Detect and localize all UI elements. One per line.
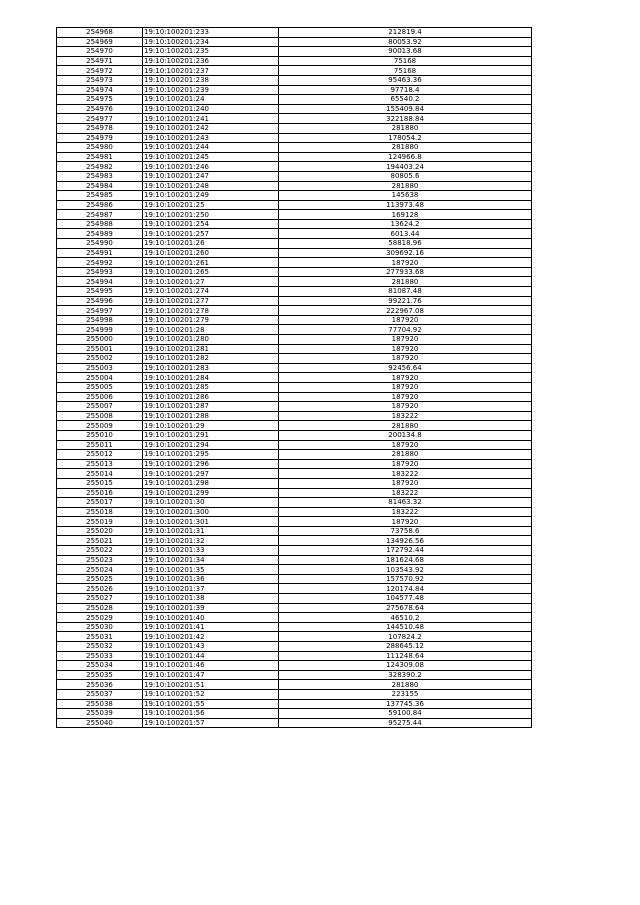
cadastral-number-cell: 19:10:100201:35: [143, 565, 279, 575]
table-row: [57, 594, 532, 604]
table-row: [57, 709, 532, 719]
record-id-cell: 255025: [57, 574, 143, 584]
cadastral-number-cell: 19:10:100201:31: [143, 526, 279, 536]
table-row: [57, 248, 532, 258]
amount-cell: 181624.68: [279, 555, 532, 565]
amount-cell: 103543.92: [279, 565, 532, 575]
record-id-cell: 255013: [57, 459, 143, 469]
table-row: [57, 123, 532, 133]
cadastral-number-cell: 19:10:100201:238: [143, 75, 279, 85]
cadastral-number-cell: 19:10:100201:237: [143, 66, 279, 76]
record-id-cell: 255009: [57, 421, 143, 431]
table-row: [57, 526, 532, 536]
records-table: [56, 27, 532, 728]
amount-cell: 77704.92: [279, 325, 532, 335]
cadastral-number-cell: 19:10:100201:241: [143, 114, 279, 124]
amount-cell: 81463.32: [279, 498, 532, 508]
cadastral-number-cell: 19:10:100201:286: [143, 392, 279, 402]
cadastral-number-cell: 19:10:100201:284: [143, 373, 279, 383]
cadastral-number-cell: 19:10:100201:27: [143, 277, 279, 287]
table-row: [57, 670, 532, 680]
amount-cell: 6013.44: [279, 229, 532, 239]
record-id-cell: 255010: [57, 430, 143, 440]
table-row: [57, 546, 532, 556]
cadastral-number-cell: 19:10:100201:34: [143, 555, 279, 565]
table-row: [57, 47, 532, 57]
amount-cell: 322188.84: [279, 114, 532, 124]
amount-cell: 187920: [279, 354, 532, 364]
amount-cell: 187920: [279, 258, 532, 268]
record-id-cell: 254971: [57, 56, 143, 66]
amount-cell: 222967.08: [279, 306, 532, 316]
table-row: [57, 382, 532, 392]
record-id-cell: 254998: [57, 315, 143, 325]
table-row: [57, 613, 532, 623]
amount-cell: 187920: [279, 344, 532, 354]
table-row: [57, 440, 532, 450]
record-id-cell: 255032: [57, 642, 143, 652]
amount-cell: 144510.48: [279, 622, 532, 632]
amount-cell: 120174.84: [279, 584, 532, 594]
record-id-cell: 255033: [57, 651, 143, 661]
record-id-cell: 254999: [57, 325, 143, 335]
table-row: [57, 66, 532, 76]
cadastral-number-cell: 19:10:100201:298: [143, 478, 279, 488]
record-id-cell: 255011: [57, 440, 143, 450]
amount-cell: 187920: [279, 440, 532, 450]
cadastral-number-cell: 19:10:100201:285: [143, 382, 279, 392]
amount-cell: 95275.44: [279, 718, 532, 728]
record-id-cell: 254990: [57, 239, 143, 249]
table-row: [57, 680, 532, 690]
cadastral-number-cell: 19:10:100201:281: [143, 344, 279, 354]
record-id-cell: 254981: [57, 152, 143, 162]
record-id-cell: 254987: [57, 210, 143, 220]
table-row: [57, 287, 532, 297]
cadastral-number-cell: 19:10:100201:42: [143, 632, 279, 642]
amount-cell: 145638: [279, 191, 532, 201]
record-id-cell: 255019: [57, 517, 143, 527]
cadastral-number-cell: 19:10:100201:260: [143, 248, 279, 258]
cadastral-number-cell: 19:10:100201:248: [143, 181, 279, 191]
record-id-cell: 255036: [57, 680, 143, 690]
amount-cell: 281880: [279, 680, 532, 690]
record-id-cell: 254991: [57, 248, 143, 258]
cadastral-number-cell: 19:10:100201:38: [143, 594, 279, 604]
cadastral-number-cell: 19:10:100201:297: [143, 469, 279, 479]
table-row: [57, 622, 532, 632]
record-id-cell: 254977: [57, 114, 143, 124]
amount-cell: 178054.2: [279, 133, 532, 143]
table-row: [57, 565, 532, 575]
cadastral-number-cell: 19:10:100201:28: [143, 325, 279, 335]
table-row: [57, 28, 532, 38]
cadastral-number-cell: 19:10:100201:265: [143, 267, 279, 277]
table-row: [57, 603, 532, 613]
amount-cell: 187920: [279, 315, 532, 325]
cadastral-number-cell: 19:10:100201:279: [143, 315, 279, 325]
record-id-cell: 255024: [57, 565, 143, 575]
amount-cell: 187920: [279, 402, 532, 412]
table-row: [57, 258, 532, 268]
amount-cell: 281880: [279, 450, 532, 460]
cadastral-number-cell: 19:10:100201:301: [143, 517, 279, 527]
cadastral-number-cell: 19:10:100201:56: [143, 709, 279, 719]
cadastral-number-cell: 19:10:100201:249: [143, 191, 279, 201]
table-row: [57, 200, 532, 210]
amount-cell: 90013.68: [279, 47, 532, 57]
record-id-cell: 254992: [57, 258, 143, 268]
amount-cell: 187920: [279, 392, 532, 402]
cadastral-number-cell: 19:10:100201:235: [143, 47, 279, 57]
record-id-cell: 255037: [57, 689, 143, 699]
amount-cell: 281880: [279, 277, 532, 287]
record-id-cell: 255028: [57, 603, 143, 613]
cadastral-number-cell: 19:10:100201:277: [143, 296, 279, 306]
table-row: [57, 689, 532, 699]
table-row: [57, 517, 532, 527]
table-row: [57, 469, 532, 479]
cadastral-number-cell: 19:10:100201:236: [143, 56, 279, 66]
amount-cell: 13624.2: [279, 219, 532, 229]
table-row: [57, 402, 532, 412]
table-row: [57, 133, 532, 143]
record-id-cell: 255012: [57, 450, 143, 460]
table-row: [57, 229, 532, 239]
record-id-cell: 255003: [57, 363, 143, 373]
table-row: [57, 651, 532, 661]
table-row: [57, 584, 532, 594]
record-id-cell: 254969: [57, 37, 143, 47]
table-row: [57, 421, 532, 431]
cadastral-number-cell: 19:10:100201:25: [143, 200, 279, 210]
table-row: [57, 315, 532, 325]
amount-cell: 187920: [279, 382, 532, 392]
amount-cell: 212819.4: [279, 28, 532, 38]
table-row: [57, 392, 532, 402]
record-id-cell: 254968: [57, 28, 143, 38]
amount-cell: 113973.48: [279, 200, 532, 210]
amount-cell: 124309.08: [279, 661, 532, 671]
record-id-cell: 254986: [57, 200, 143, 210]
table-row: [57, 363, 532, 373]
record-id-cell: 255026: [57, 584, 143, 594]
cadastral-number-cell: 19:10:100201:257: [143, 229, 279, 239]
amount-cell: 172792.44: [279, 546, 532, 556]
record-id-cell: 255015: [57, 478, 143, 488]
amount-cell: 111248.64: [279, 651, 532, 661]
record-id-cell: 255038: [57, 699, 143, 709]
record-id-cell: 254989: [57, 229, 143, 239]
record-id-cell: 255035: [57, 670, 143, 680]
cadastral-number-cell: 19:10:100201:32: [143, 536, 279, 546]
table-row: [57, 181, 532, 191]
record-id-cell: 254975: [57, 95, 143, 105]
cadastral-number-cell: 19:10:100201:51: [143, 680, 279, 690]
cadastral-number-cell: 19:10:100201:246: [143, 162, 279, 172]
table-row: [57, 239, 532, 249]
amount-cell: 183222: [279, 507, 532, 517]
record-id-cell: 255014: [57, 469, 143, 479]
table-row: [57, 478, 532, 488]
table-row: [57, 37, 532, 47]
amount-cell: 95463.36: [279, 75, 532, 85]
cadastral-number-cell: 19:10:100201:36: [143, 574, 279, 584]
record-id-cell: 254983: [57, 171, 143, 181]
cadastral-number-cell: 19:10:100201:233: [143, 28, 279, 38]
table-row: [57, 191, 532, 201]
amount-cell: 223155: [279, 689, 532, 699]
table-row: [57, 325, 532, 335]
amount-cell: 99221.76: [279, 296, 532, 306]
amount-cell: 134926.56: [279, 536, 532, 546]
cadastral-number-cell: 19:10:100201:41: [143, 622, 279, 632]
cadastral-number-cell: 19:10:100201:250: [143, 210, 279, 220]
amount-cell: 328390.2: [279, 670, 532, 680]
cadastral-number-cell: 19:10:100201:55: [143, 699, 279, 709]
cadastral-number-cell: 19:10:100201:295: [143, 450, 279, 460]
amount-cell: 97718.4: [279, 85, 532, 95]
table-row: [57, 373, 532, 383]
amount-cell: 277933.68: [279, 267, 532, 277]
record-id-cell: 255007: [57, 402, 143, 412]
cadastral-number-cell: 19:10:100201:39: [143, 603, 279, 613]
record-id-cell: 254980: [57, 143, 143, 153]
amount-cell: 187920: [279, 459, 532, 469]
record-id-cell: 254973: [57, 75, 143, 85]
record-id-cell: 254995: [57, 287, 143, 297]
record-id-cell: 254993: [57, 267, 143, 277]
table-row: [57, 507, 532, 517]
amount-cell: 59100.84: [279, 709, 532, 719]
cadastral-number-cell: 19:10:100201:244: [143, 143, 279, 153]
amount-cell: 187920: [279, 373, 532, 383]
amount-cell: 104577.48: [279, 594, 532, 604]
table-row: [57, 85, 532, 95]
table-row: [57, 574, 532, 584]
table-row: [57, 210, 532, 220]
table-row: [57, 95, 532, 105]
amount-cell: 65540.2: [279, 95, 532, 105]
amount-cell: 169128: [279, 210, 532, 220]
amount-cell: 157570.92: [279, 574, 532, 584]
record-id-cell: 254982: [57, 162, 143, 172]
record-id-cell: 255031: [57, 632, 143, 642]
table-row: [57, 632, 532, 642]
cadastral-number-cell: 19:10:100201:243: [143, 133, 279, 143]
cadastral-number-cell: 19:10:100201:234: [143, 37, 279, 47]
table-row: [57, 354, 532, 364]
record-id-cell: 255034: [57, 661, 143, 671]
record-id-cell: 254974: [57, 85, 143, 95]
record-id-cell: 255020: [57, 526, 143, 536]
cadastral-number-cell: 19:10:100201:288: [143, 411, 279, 421]
record-id-cell: 254997: [57, 306, 143, 316]
table-row: [57, 219, 532, 229]
cadastral-number-cell: 19:10:100201:40: [143, 613, 279, 623]
record-id-cell: 255018: [57, 507, 143, 517]
amount-cell: 137745.36: [279, 699, 532, 709]
cadastral-number-cell: 19:10:100201:291: [143, 430, 279, 440]
cadastral-number-cell: 19:10:100201:280: [143, 335, 279, 345]
table-row: [57, 411, 532, 421]
table-row: [57, 277, 532, 287]
table-row: [57, 430, 532, 440]
cadastral-number-cell: 19:10:100201:239: [143, 85, 279, 95]
record-id-cell: 254994: [57, 277, 143, 287]
records-table-body: [57, 28, 532, 728]
cadastral-number-cell: 19:10:100201:299: [143, 488, 279, 498]
cadastral-number-cell: 19:10:100201:278: [143, 306, 279, 316]
table-row: [57, 344, 532, 354]
table-row: [57, 75, 532, 85]
cadastral-number-cell: 19:10:100201:245: [143, 152, 279, 162]
table-row: [57, 296, 532, 306]
amount-cell: 187920: [279, 517, 532, 527]
table-row: [57, 642, 532, 652]
cadastral-number-cell: 19:10:100201:46: [143, 661, 279, 671]
amount-cell: 80053.92: [279, 37, 532, 47]
record-id-cell: 255016: [57, 488, 143, 498]
table-row: [57, 536, 532, 546]
amount-cell: 80805.6: [279, 171, 532, 181]
table-row: [57, 450, 532, 460]
table-row: [57, 306, 532, 316]
record-id-cell: 254972: [57, 66, 143, 76]
record-id-cell: 255001: [57, 344, 143, 354]
cadastral-number-cell: 19:10:100201:57: [143, 718, 279, 728]
cadastral-number-cell: 19:10:100201:240: [143, 104, 279, 114]
record-id-cell: 254970: [57, 47, 143, 57]
amount-cell: 288645.12: [279, 642, 532, 652]
table-row: [57, 488, 532, 498]
cadastral-number-cell: 19:10:100201:282: [143, 354, 279, 364]
amount-cell: 281880: [279, 181, 532, 191]
amount-cell: 183222: [279, 411, 532, 421]
table-row: [57, 104, 532, 114]
amount-cell: 124966.8: [279, 152, 532, 162]
amount-cell: 281880: [279, 421, 532, 431]
table-row: [57, 555, 532, 565]
record-id-cell: 255008: [57, 411, 143, 421]
cadastral-number-cell: 19:10:100201:283: [143, 363, 279, 373]
table-row: [57, 171, 532, 181]
amount-cell: 75168: [279, 56, 532, 66]
amount-cell: 194403.24: [279, 162, 532, 172]
amount-cell: 183222: [279, 488, 532, 498]
amount-cell: 275678.64: [279, 603, 532, 613]
amount-cell: 46510.2: [279, 613, 532, 623]
table-row: [57, 335, 532, 345]
table-row: [57, 661, 532, 671]
record-id-cell: 255039: [57, 709, 143, 719]
amount-cell: 81087.48: [279, 287, 532, 297]
table-row: [57, 699, 532, 709]
record-id-cell: 255006: [57, 392, 143, 402]
record-id-cell: 255000: [57, 335, 143, 345]
record-id-cell: 255027: [57, 594, 143, 604]
amount-cell: 92456.64: [279, 363, 532, 373]
table-row: [57, 162, 532, 172]
cadastral-number-cell: 19:10:100201:247: [143, 171, 279, 181]
amount-cell: 281880: [279, 143, 532, 153]
record-id-cell: 255004: [57, 373, 143, 383]
record-id-cell: 255030: [57, 622, 143, 632]
cadastral-number-cell: 19:10:100201:37: [143, 584, 279, 594]
table-row: [57, 143, 532, 153]
table-row: [57, 718, 532, 728]
cadastral-number-cell: 19:10:100201:52: [143, 689, 279, 699]
record-id-cell: 255029: [57, 613, 143, 623]
cadastral-number-cell: 19:10:100201:287: [143, 402, 279, 412]
record-id-cell: 255040: [57, 718, 143, 728]
record-id-cell: 254979: [57, 133, 143, 143]
amount-cell: 73758.6: [279, 526, 532, 536]
amount-cell: 107824.2: [279, 632, 532, 642]
record-id-cell: 254978: [57, 123, 143, 133]
record-id-cell: 254996: [57, 296, 143, 306]
amount-cell: 155409.84: [279, 104, 532, 114]
cadastral-number-cell: 19:10:100201:29: [143, 421, 279, 431]
table-row: [57, 152, 532, 162]
table-row: [57, 498, 532, 508]
amount-cell: 75168: [279, 66, 532, 76]
record-id-cell: 255017: [57, 498, 143, 508]
cadastral-number-cell: 19:10:100201:24: [143, 95, 279, 105]
amount-cell: 183222: [279, 469, 532, 479]
cadastral-number-cell: 19:10:100201:242: [143, 123, 279, 133]
amount-cell: 187920: [279, 478, 532, 488]
cadastral-number-cell: 19:10:100201:33: [143, 546, 279, 556]
cadastral-number-cell: 19:10:100201:43: [143, 642, 279, 652]
cadastral-number-cell: 19:10:100201:47: [143, 670, 279, 680]
amount-cell: 200134.8: [279, 430, 532, 440]
amount-cell: 281880: [279, 123, 532, 133]
cadastral-number-cell: 19:10:100201:26: [143, 239, 279, 249]
amount-cell: 58818.96: [279, 239, 532, 249]
record-id-cell: 255023: [57, 555, 143, 565]
cadastral-number-cell: 19:10:100201:296: [143, 459, 279, 469]
cadastral-number-cell: 19:10:100201:254: [143, 219, 279, 229]
cadastral-number-cell: 19:10:100201:294: [143, 440, 279, 450]
record-id-cell: 255005: [57, 382, 143, 392]
table-row: [57, 459, 532, 469]
cadastral-number-cell: 19:10:100201:44: [143, 651, 279, 661]
cadastral-number-cell: 19:10:100201:261: [143, 258, 279, 268]
record-id-cell: 255002: [57, 354, 143, 364]
amount-cell: 187920: [279, 335, 532, 345]
table-row: [57, 267, 532, 277]
cadastral-number-cell: 19:10:100201:274: [143, 287, 279, 297]
record-id-cell: 255021: [57, 536, 143, 546]
table-row: [57, 56, 532, 66]
cadastral-number-cell: 19:10:100201:30: [143, 498, 279, 508]
record-id-cell: 254988: [57, 219, 143, 229]
cadastral-number-cell: 19:10:100201:300: [143, 507, 279, 517]
table-row: [57, 114, 532, 124]
record-id-cell: 254984: [57, 181, 143, 191]
amount-cell: 309692.16: [279, 248, 532, 258]
record-id-cell: 254976: [57, 104, 143, 114]
record-id-cell: 255022: [57, 546, 143, 556]
record-id-cell: 254985: [57, 191, 143, 201]
